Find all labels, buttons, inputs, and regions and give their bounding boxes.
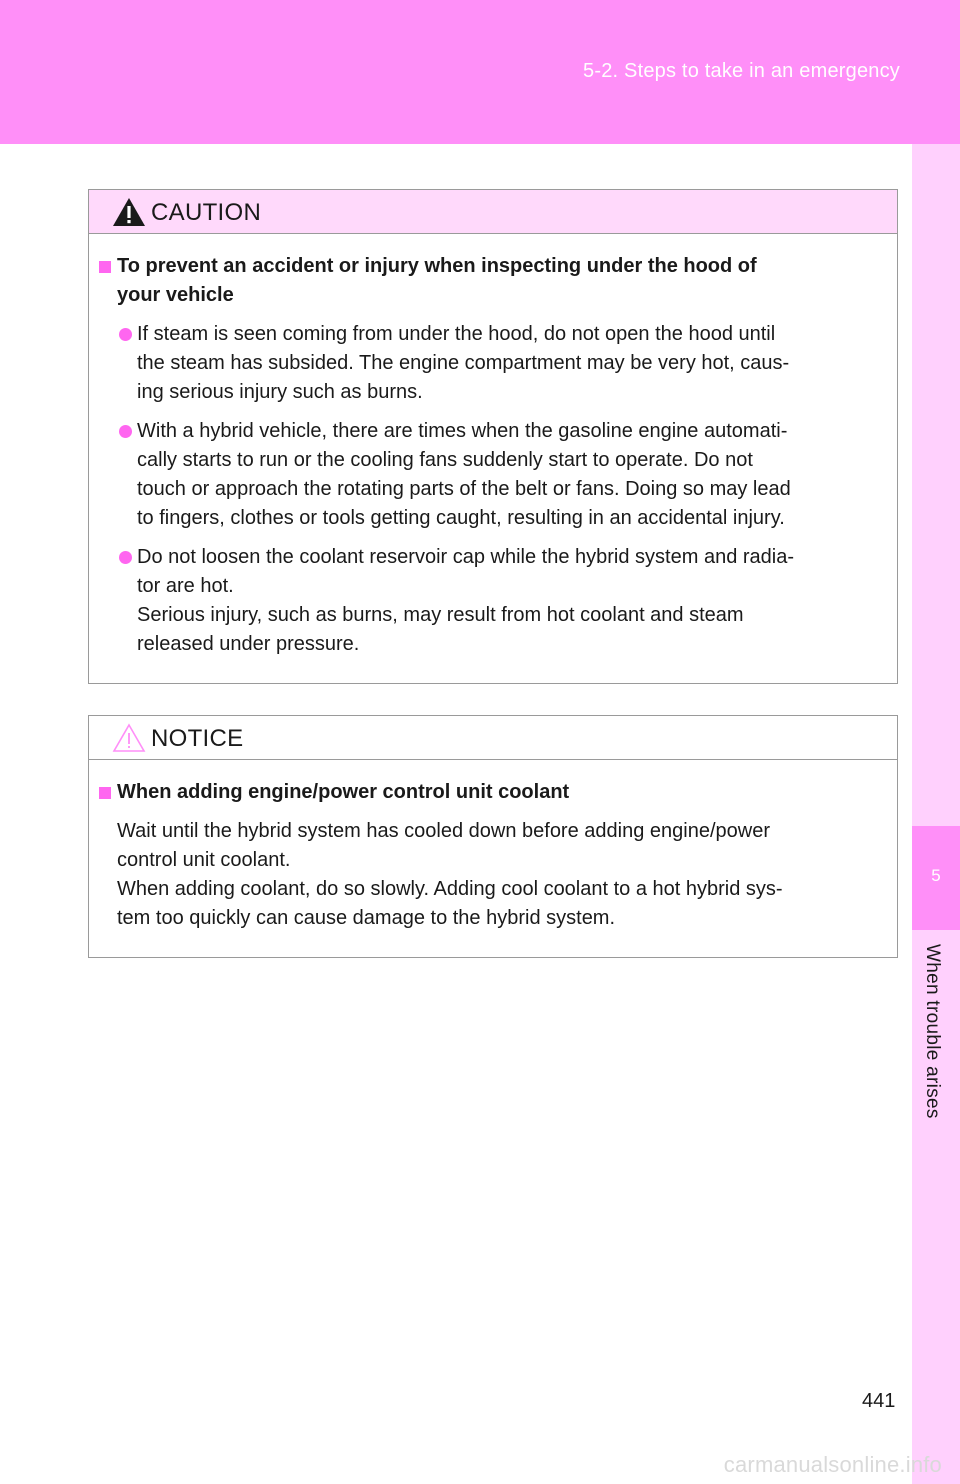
caution-header [89, 190, 897, 234]
bullet-line: released under pressure. [137, 633, 360, 655]
bullet-line: Serious injury, such as burns, may result from hot coolant and steam [137, 604, 744, 626]
round-bullet-icon [119, 328, 132, 341]
bullet-line: the steam has subsided. The engine compartment may be very hot, caus- [137, 352, 790, 374]
caution-heading-line: To prevent an accident or injury when inspecting under the hood of [117, 255, 757, 277]
square-bullet-icon [99, 261, 111, 273]
chapter-label: When trouble arises [922, 944, 943, 1119]
caution-bullet-steam [99, 320, 887, 407]
bullet-line: cally starts to run or the cooling fans suddenly start to operate. Do not [137, 449, 753, 471]
caution-heading-line: your vehicle [117, 284, 234, 306]
notice-header [89, 716, 897, 760]
bullet-line: tor are hot. [137, 575, 234, 597]
paragraph-line: tem too quickly can cause damage to the hybrid system. [117, 907, 616, 929]
caution-body [89, 234, 897, 659]
notice-box [88, 715, 898, 958]
caution-bullet-engine-start [99, 417, 887, 533]
round-bullet-icon [119, 425, 132, 438]
notice-paragraph [99, 817, 887, 933]
paragraph-line: When adding coolant, do so slowly. Adding cool coolant to a hot hybrid sys- [117, 878, 783, 900]
bullet-line: With a hybrid vehicle, there are times when the gasoline engine automati- [137, 420, 788, 442]
bullet-line: touch or approach the rotating parts of the belt or fans. Doing so may lead [137, 478, 791, 500]
page-number: 441 [862, 1390, 896, 1412]
notice-body [89, 760, 897, 933]
bullet-line: ing serious injury such as burns. [137, 381, 423, 403]
caution-bullet-coolant-cap [99, 543, 887, 659]
bullet-line: If steam is seen coming from under the hood, do not open the hood until [137, 323, 776, 345]
caution-heading [99, 252, 887, 310]
round-bullet-icon [119, 551, 132, 564]
warning-triangle-outline-icon [111, 722, 147, 754]
notice-label: NOTICE [151, 725, 244, 752]
bullet-line: Do not loosen the coolant reservoir cap while the hybrid system and radia- [137, 546, 795, 568]
watermark: carmanualsonline.info [723, 1452, 942, 1477]
chapter-number: 5 [931, 866, 941, 885]
paragraph-line: Wait until the hybrid system has cooled down before adding engine/power [117, 820, 770, 842]
caution-label: CAUTION [151, 199, 262, 226]
notice-heading [99, 778, 887, 807]
section-title: 5-2. Steps to take in an emergency [583, 60, 900, 82]
chapter-side-strip [912, 144, 960, 1484]
warning-triangle-icon [111, 196, 147, 228]
caution-box [88, 189, 898, 684]
square-bullet-icon [99, 787, 111, 799]
notice-heading-line: When adding engine/power control unit coolant [117, 781, 570, 803]
paragraph-line: control unit coolant. [117, 849, 291, 871]
bullet-line: to fingers, clothes or tools getting caught, resulting in an accidental injury. [137, 507, 785, 529]
